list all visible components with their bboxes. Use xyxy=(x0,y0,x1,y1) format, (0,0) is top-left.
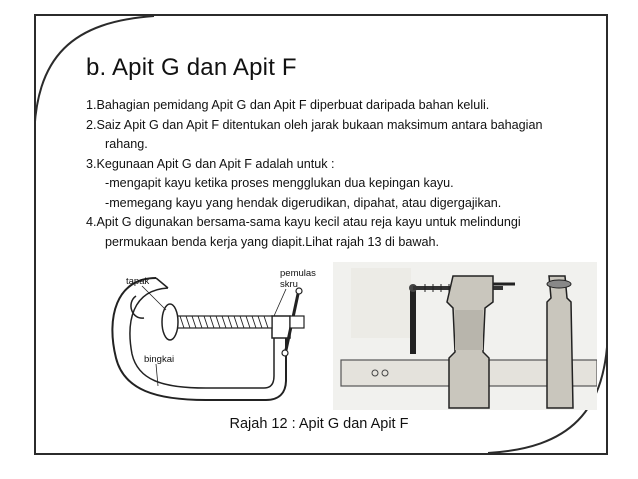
slide-title: b. Apit G dan Apit F xyxy=(86,54,297,81)
label-bingkai: bingkai xyxy=(144,354,175,365)
g-clamp-illustration xyxy=(96,258,324,408)
body-line-6: -memegang kayu yang hendak digerudikan, dipahat, atau digergajikan. xyxy=(105,195,502,210)
body-line-8: permukaan benda kerja yang diapit.Lihat rajah 13 di bawah. xyxy=(105,234,439,249)
figure-caption: Rajah 12 : Apit G dan Apit F xyxy=(229,416,409,432)
body-line-2: 2.Saiz Apit G dan Apit F ditentukan oleh jarak bukaan maksimum antara bahagian xyxy=(86,117,543,132)
body-line-7: 4.Apit G digunakan bersama-sama kayu kecil atau reja kayu untuk melindungi xyxy=(86,215,521,229)
body-line-5: -mengapit kayu ketika proses mengglukan dua kepingan kayu. xyxy=(105,176,454,190)
slide-body xyxy=(86,96,606,252)
label-skru: skru xyxy=(280,279,298,290)
body-line-4: 3.Kegunaan Apit G dan Apit F adalah untuk : xyxy=(86,156,335,171)
label-pemulas: pemulas xyxy=(280,268,316,279)
body-line-3: rahang. xyxy=(105,137,148,151)
label-tapak: tapak xyxy=(126,276,150,287)
f-clamp-illustration xyxy=(333,262,597,410)
body-line-1: 1.Bahagian pemidang Apit G dan Apit F diperbuat daripada bahan keluli. xyxy=(86,98,490,112)
